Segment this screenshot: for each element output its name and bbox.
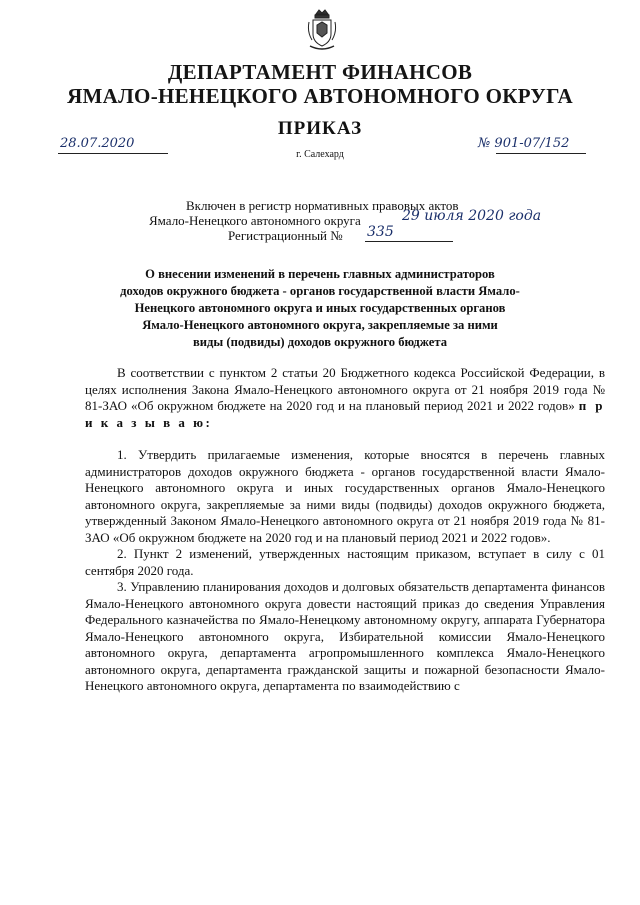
subject-line: Ямало-Ненецкого автономного округа, закрепляемые за ними — [142, 318, 498, 332]
order-title: ПРИКАЗ — [277, 118, 363, 139]
preamble-keyword: п р и к а з ы в а ю: — [85, 398, 605, 430]
order-body — [85, 365, 605, 695]
subject-line: виды (подвиды) доходов окружного бюджета — [193, 335, 447, 349]
order-number: № 901-07/152 — [478, 136, 570, 151]
item-3-paragraph: 3. Управлению планирования доходов и долговых обязательств департамента финансов Ямало-Ненецкого автономного округа довести настоящий приказ до сведения Управления Федерального казначейства по Ямало-Ненецкому автономному округу, аппарата Губернатора Ямало-Ненецкого автономного округа, Избирательной комиссии Ямало-Ненецкого автономного округа, департамента агропромышленного комплекса Ямало-Ненецкого автономного округа, департамента гражданской защиты и пожарной безопасности Ямало-Ненецкого автономного округа, департамента по взаимодействию с — [85, 579, 605, 693]
registration-handwritten-number: 335 — [367, 224, 394, 240]
department-name-line1: ДЕПАРТАМЕНТ ФИНАНСОВ — [167, 60, 473, 84]
item-2-paragraph: 2. Пункт 2 изменений, утвержденных настоящим приказом, вступает в силу с 01 сентября 2020 года. — [85, 546, 605, 578]
registration-number-label: Регистрационный № — [228, 228, 343, 243]
preamble-paragraph — [85, 365, 605, 431]
preamble-text: В соответствии с пунктом 2 статьи 20 Бюджетного кодекса Российской Федерации, в целях исполнения Закона Ямало-Ненецкого автономного округа от 21 ноября 2019 года № 81-ЗАО «Об окружном бюджете на 2020 год и на плановый период 2021 и 2022 годов» — [85, 365, 605, 413]
coat-of-arms-icon — [307, 8, 337, 52]
subject-line: Ненецкого автономного округа и иных государственных органов — [134, 301, 506, 315]
item-1-paragraph: 1. Утвердить прилагаемые изменения, которые вносятся в перечень главных администраторов доходов окружного бюджета - органов государственной власти Ямало-Ненецкого автономного округа и иных государственных органов Ямало-Ненецкого автономного округа, закрепляемые за ними виды (подвиды) доходов окружного бюджета, утвержденный Законом Ямало-Ненецкого автономного округа от 21 ноября 2019 года № 81-ЗАО «Об окружном бюджете на 2020 год и на плановый период 2021 и 2022 годов». — [85, 447, 605, 545]
order-subject — [100, 266, 540, 351]
registration-line1: Включен в регистр нормативных правовых актов — [186, 198, 459, 213]
order-date: 28.07.2020 — [60, 136, 135, 151]
subject-line: доходов окружного бюджета - органов государственной власти Ямало- — [120, 284, 520, 298]
registration-handwritten-date: 29 июля 2020 года — [402, 208, 542, 224]
city-label: г. Салехард — [296, 149, 344, 160]
subject-line: О внесении изменений в перечень главных администраторов — [145, 267, 495, 281]
registration-line2: Ямало-Ненецкого автономного округа — [149, 213, 361, 228]
registration-underline — [365, 241, 453, 242]
department-name-line2: ЯМАЛО-НЕНЕЦКОГО АВТОНОМНОГО ОКРУГА — [67, 84, 573, 108]
